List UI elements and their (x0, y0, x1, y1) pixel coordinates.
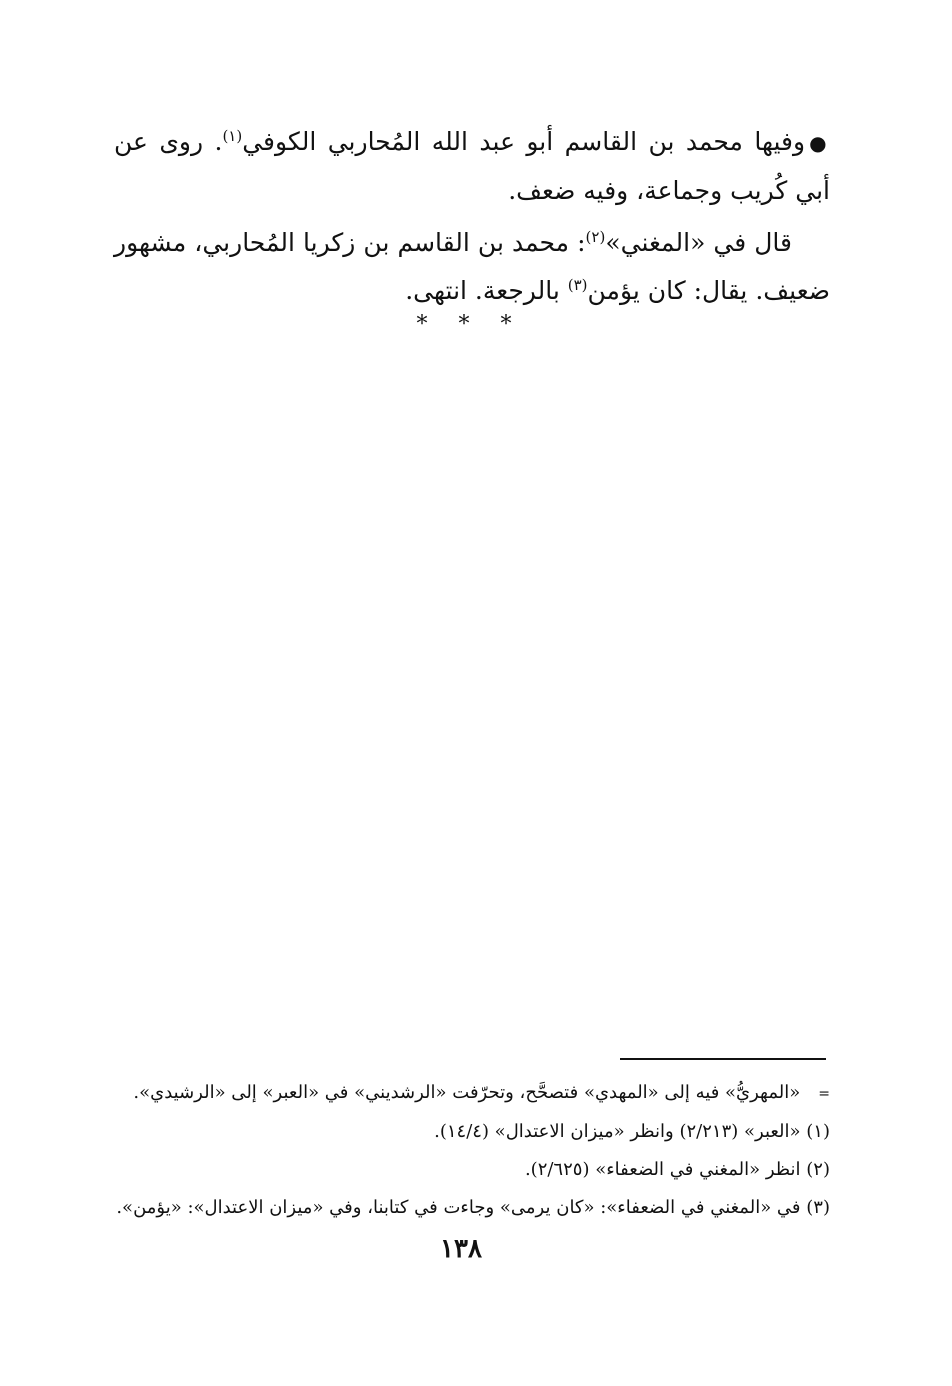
footnote-ref[interactable]: (١) (222, 127, 243, 145)
paragraph-text: وفيها محمد بن القاسم أبو عبد الله المُحاربي الكوفي (242, 127, 806, 156)
footnote-2: (٢) انظر «المغني في الضعفاء» (٢/٦٢٥). (524, 1159, 830, 1180)
footnote-ref[interactable]: (٢) (585, 228, 606, 246)
footnote-3: (٣) في «المغني في الضعفاء»: «كان يرمى» وجاءت في كتابنا، وفي «ميزان الاعتدال»: «يؤمن». (116, 1197, 830, 1218)
footnote-rule (620, 1058, 826, 1060)
footnotes (114, 1074, 830, 1227)
paragraph-text: . روى عن أبي كُريب وجماعة، وفيه ضعف. (114, 127, 830, 205)
paragraph-text: بالرجعة. انتهى. (405, 276, 568, 305)
paragraph-quote (114, 219, 830, 315)
footnote-ref[interactable]: (٣) (567, 276, 588, 294)
paragraph-text: قال في «المغني» (605, 228, 792, 257)
footnote-1: (١) «العبر» (٢/٢١٣) وانظر «ميزان الاعتدال» (١٤/٤). (434, 1121, 830, 1142)
bullet-icon: ● (809, 131, 830, 155)
paragraph-text: : محمد بن القاسم بن زكريا المُحاربي، مشهور ضعيف. يقال: كان يؤمن (114, 228, 830, 305)
section-separator: * * * (416, 312, 524, 337)
continuation-mark: = (818, 1086, 830, 1102)
footnote-text: «المهريُّ» فيه إلى «المهدي» فتصحَّح، وتحرّفت «الرشديني» في «العبر» إلى «الرشيدي». (133, 1082, 801, 1103)
footnote-continuation (114, 1074, 830, 1113)
paragraph-entry (114, 118, 830, 215)
main-text (114, 118, 830, 319)
page-number: ١٣٨ (440, 1234, 482, 1264)
